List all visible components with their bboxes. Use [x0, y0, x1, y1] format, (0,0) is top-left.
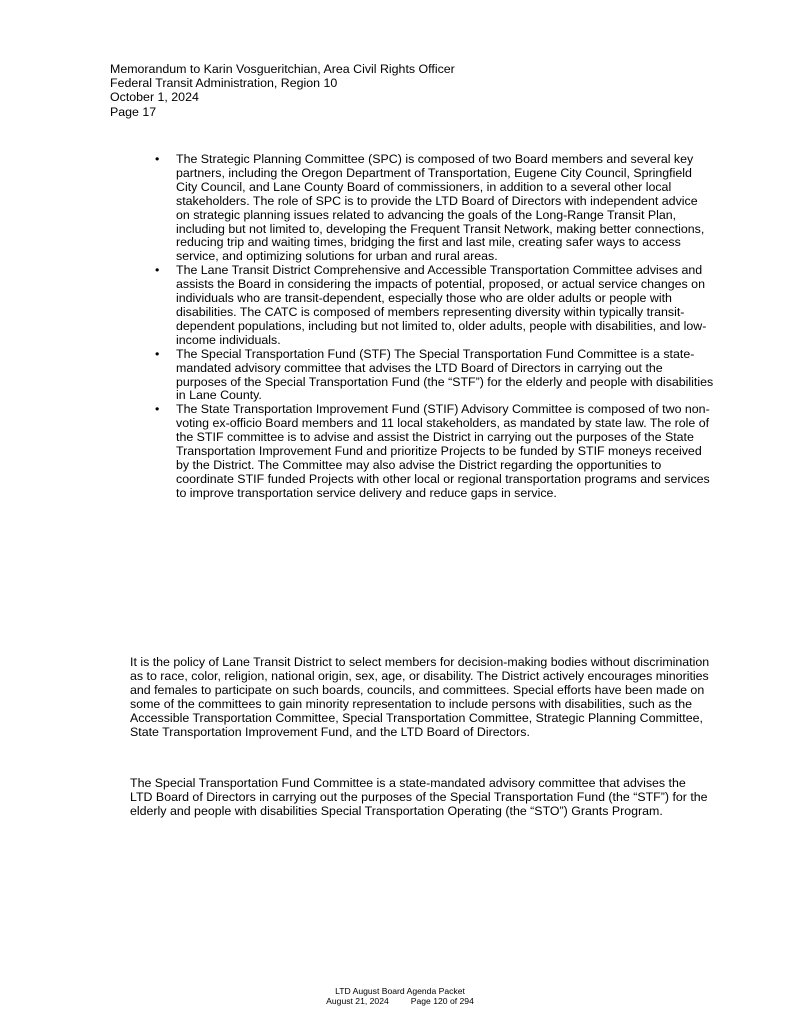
committee-list	[154, 153, 714, 501]
footer-title: LTD August Board Agenda Packet	[335, 986, 465, 996]
memo-header	[110, 62, 710, 119]
policy-paragraph: It is the policy of Lane Transit District to select members for decision-making bodies without discrimination as to race, color, religion, national origin, sex, age, or disability. The District actively encourages minorities and females to participate on such boards, councils, and committees. Special efforts have been made on some of the committees to gain minority representation to include persons with disabilities, such as the Accessible Transportation Committee, Special Transportation Committee, Strategic Planning Committee, State Transportation Improvement Fund, and the LTD Board of Directors.	[130, 655, 710, 739]
memo-date: October 1, 2024	[110, 90, 199, 105]
footer-page-count: Page 120 of 294	[410, 996, 474, 1006]
memo-page-number: Page 17	[110, 104, 157, 119]
list-item-text: The Lane Transit District Comprehensive and Accessible Transportation Committee advises and assists the Board in considering the impacts of potential, proposed, or actual service changes on individuals who are transit-dependent, especially those who are older adults or people with disabilities. The CATC is composed of members representing diversity within typically transit-dependent populations, including but not limited to, older adults, people with disabilities, and low-income individuals.	[176, 263, 707, 347]
list-item	[154, 264, 714, 347]
list-item-text: The Strategic Planning Committee (SPC) is composed of two Board members and several key partners, including the Oregon Department of Transportation, Eugene City Council, Springfield City Council, and Lane County Board of commissioners, in addition to a several other local stakeholders. The role of SPC is to provide the LTD Board of Directors with independent advice on strategic planning issues related to advancing the goals of the Long-Range Transit Plan, including but not limited to, developing the Frequent Transit Network, making better connections, reducing trip and waiting times, bridging the first and last mile, creating safer ways to access service, and optimizing solutions for urban and rural areas.	[176, 152, 705, 264]
bullet-icon: •	[155, 152, 160, 166]
list-item	[154, 348, 714, 404]
memo-recipient: Memorandum to Karin Vosgueritchian, Area Civil Rights Officer	[110, 62, 455, 76]
footer-date: August 21, 2024	[326, 996, 389, 1006]
page-footer	[0, 986, 800, 1006]
bullet-icon: •	[155, 346, 160, 361]
list-item	[154, 153, 714, 264]
list-item-text: The Special Transportation Fund (STF) The Special Transportation Fund Committee is a state-mandated advisory committee that advises the LTD Board of Directors in carrying out the purposes of the Special Transportation Fund (the “STF”) for the elderly and people with disabilities in Lane County.	[176, 346, 714, 403]
memo-organization: Federal Transit Administration, Region 10	[110, 76, 338, 91]
stf-paragraph: The Special Transportation Fund Committee is a state-mandated advisory committee that advises the LTD Board of Directors in carrying out the purposes of the Special Transportation Fund (the “STF”) for the elderly and people with disabilities Special Transportation Operating (the “STO”) Grants Program.	[130, 776, 708, 818]
list-item	[154, 403, 714, 500]
list-item-text: The State Transportation Improvement Fund (STIF) Advisory Committee is composed of two non-voting ex-officio Board members and 11 local stakeholders, as mandated by state law. The role of the STIF committee is to advise and assist the District in carrying out the purposes of the State Transportation Improvement Fund and prioritize Projects to be funded by STIF moneys received by the District. The Committee may also advise the District regarding the opportunities to coordinate STIF funded Projects with other local or regional transportation programs and services to improve transportation service delivery and reduce gaps in service.	[176, 402, 710, 500]
footer-date-line	[0, 996, 800, 1006]
bullet-icon: •	[155, 402, 160, 417]
bullet-icon: •	[155, 263, 160, 278]
